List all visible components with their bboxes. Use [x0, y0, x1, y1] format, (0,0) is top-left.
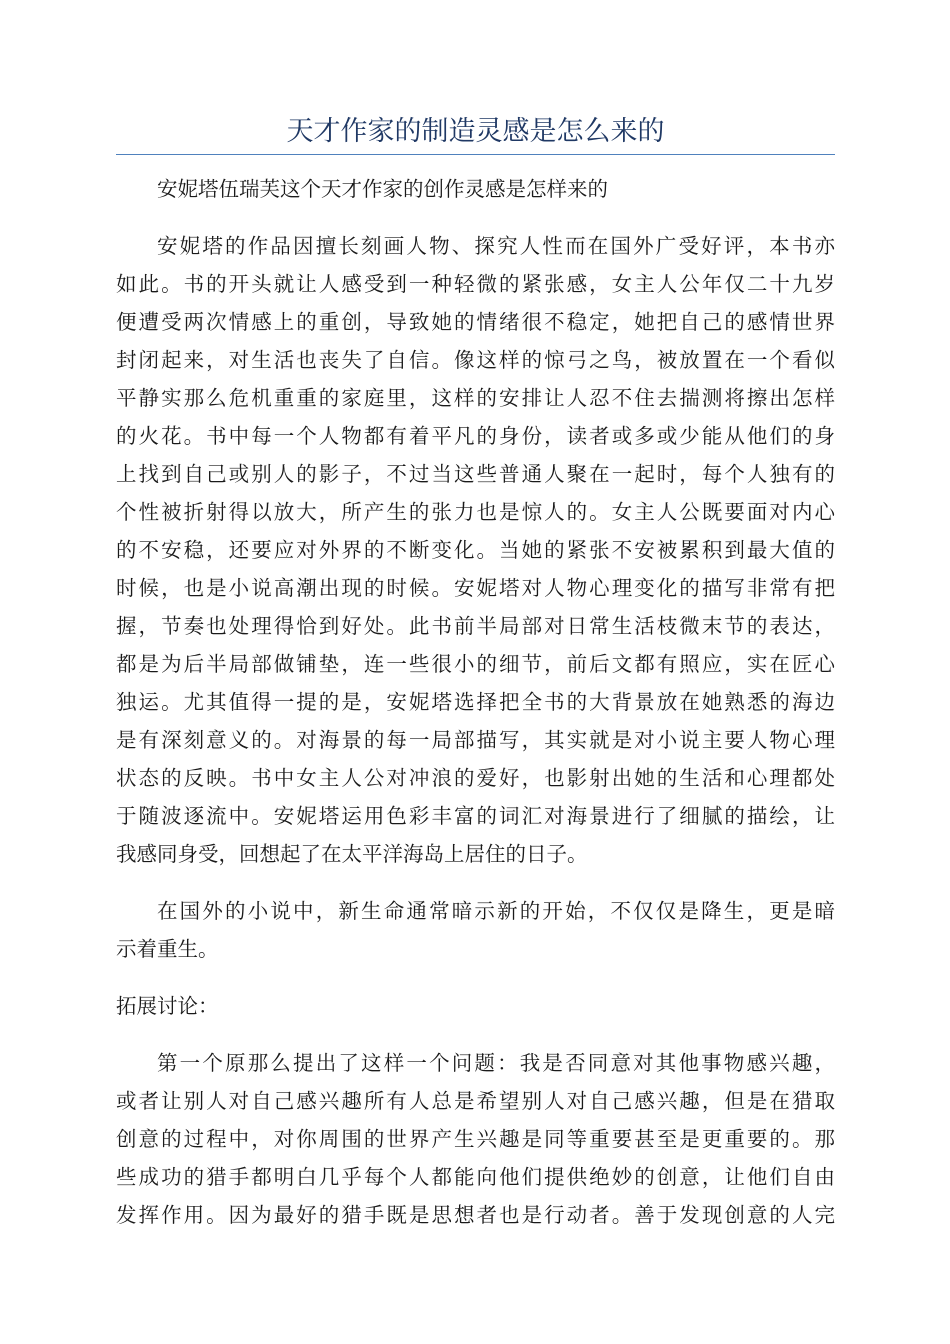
text-line: 第一个原那么提出了这样一个问题：我是否同意对其他事物感兴趣， — [157, 1051, 835, 1075]
text-line: 便遭受两次情感上的重创，导致她的情绪很不稳定，她把自己的感情世界 — [116, 310, 835, 334]
paragraph — [116, 987, 835, 1025]
text-line: 创意的过程中，对你周围的世界产生兴趣是同等重要甚至是更重要的。那 — [116, 1127, 835, 1151]
document-body — [116, 170, 835, 1234]
text-line: 些成功的猎手都明白几乎每个人都能向他们提供绝妙的创意，让他们自由 — [116, 1165, 835, 1189]
text-line: 的不安稳，还要应对外界的不断变化。当她的紧张不安被累积到最大值的 — [116, 538, 835, 562]
title-underline — [116, 154, 835, 155]
text-line: 的火花。书中每一个人物都有着平凡的身份，读者或多或少能从他们的身 — [116, 424, 835, 448]
paragraph — [116, 170, 835, 208]
paragraph-spacing — [116, 968, 835, 987]
text-line: 我感同身受，回想起了在太平洋海岛上居住的日子。 — [116, 842, 588, 866]
document-title: 天才作家的制造灵感是怎么来的 — [286, 116, 665, 147]
text-line: 安妮塔的作品因擅长刻画人物、探究人性而在国外广受好评，本书亦 — [157, 234, 835, 258]
paragraph — [116, 1044, 835, 1234]
text-line: 拓展讨论： — [116, 994, 219, 1018]
text-line: 是有深刻意义的。对海景的每一局部描写，其实就是对小说主要人物心理 — [116, 728, 835, 752]
text-line: 个性被折射得以放大，所产生的张力也是惊人的。女主人公既要面对内心 — [116, 500, 835, 524]
text-line: 时候，也是小说高潮出现的时候。安妮塔对人物心理变化的描写非常有把 — [116, 576, 835, 600]
paragraph — [116, 892, 835, 968]
text-line: 于随波逐流中。安妮塔运用色彩丰富的词汇对海景进行了细腻的描绘，让 — [116, 804, 835, 828]
text-line: 平静实那么危机重重的家庭里，这样的安排让人忍不住去揣测将擦出怎样 — [116, 386, 835, 410]
text-line: 独运。尤其值得一提的是，安妮塔选择把全书的大背景放在她熟悉的海边 — [116, 690, 835, 714]
text-line: 封闭起来，对生活也丧失了自信。像这样的惊弓之鸟，被放置在一个看似 — [116, 348, 835, 372]
text-line: 或者让别人对自己感兴趣所有人总是希望别人对自己感兴趣，但是在猎取 — [116, 1089, 835, 1113]
text-line: 安妮塔伍瑞芙这个天才作家的创作灵感是怎样来的 — [157, 177, 608, 201]
paragraph-spacing — [116, 873, 835, 892]
paragraph-spacing — [116, 208, 835, 227]
text-line: 都是为后半局部做铺垫，连一些很小的细节，前后文都有照应，实在匠心 — [116, 652, 835, 676]
text-line: 示着重生。 — [116, 937, 219, 961]
text-line: 在国外的小说中，新生命通常暗示新的开始，不仅仅是降生，更是暗 — [157, 899, 835, 923]
paragraph-spacing — [116, 1025, 835, 1044]
text-line: 状态的反映。书中女主人公对冲浪的爱好，也影射出她的生活和心理都处 — [116, 766, 835, 790]
text-line: 发挥作用。因为最好的猎手既是思想者也是行动者。善于发现创意的人完 — [116, 1203, 835, 1227]
text-line: 握，节奏也处理得恰到好处。此书前半局部对日常生活枝微末节的表达， — [116, 614, 835, 638]
paragraph — [116, 227, 835, 873]
text-line: 如此。书的开头就让人感受到一种轻微的紧张感，女主人公年仅二十九岁 — [116, 272, 835, 296]
text-line: 上找到自己或别人的影子，不过当这些普通人聚在一起时，每个人独有的 — [116, 462, 835, 486]
